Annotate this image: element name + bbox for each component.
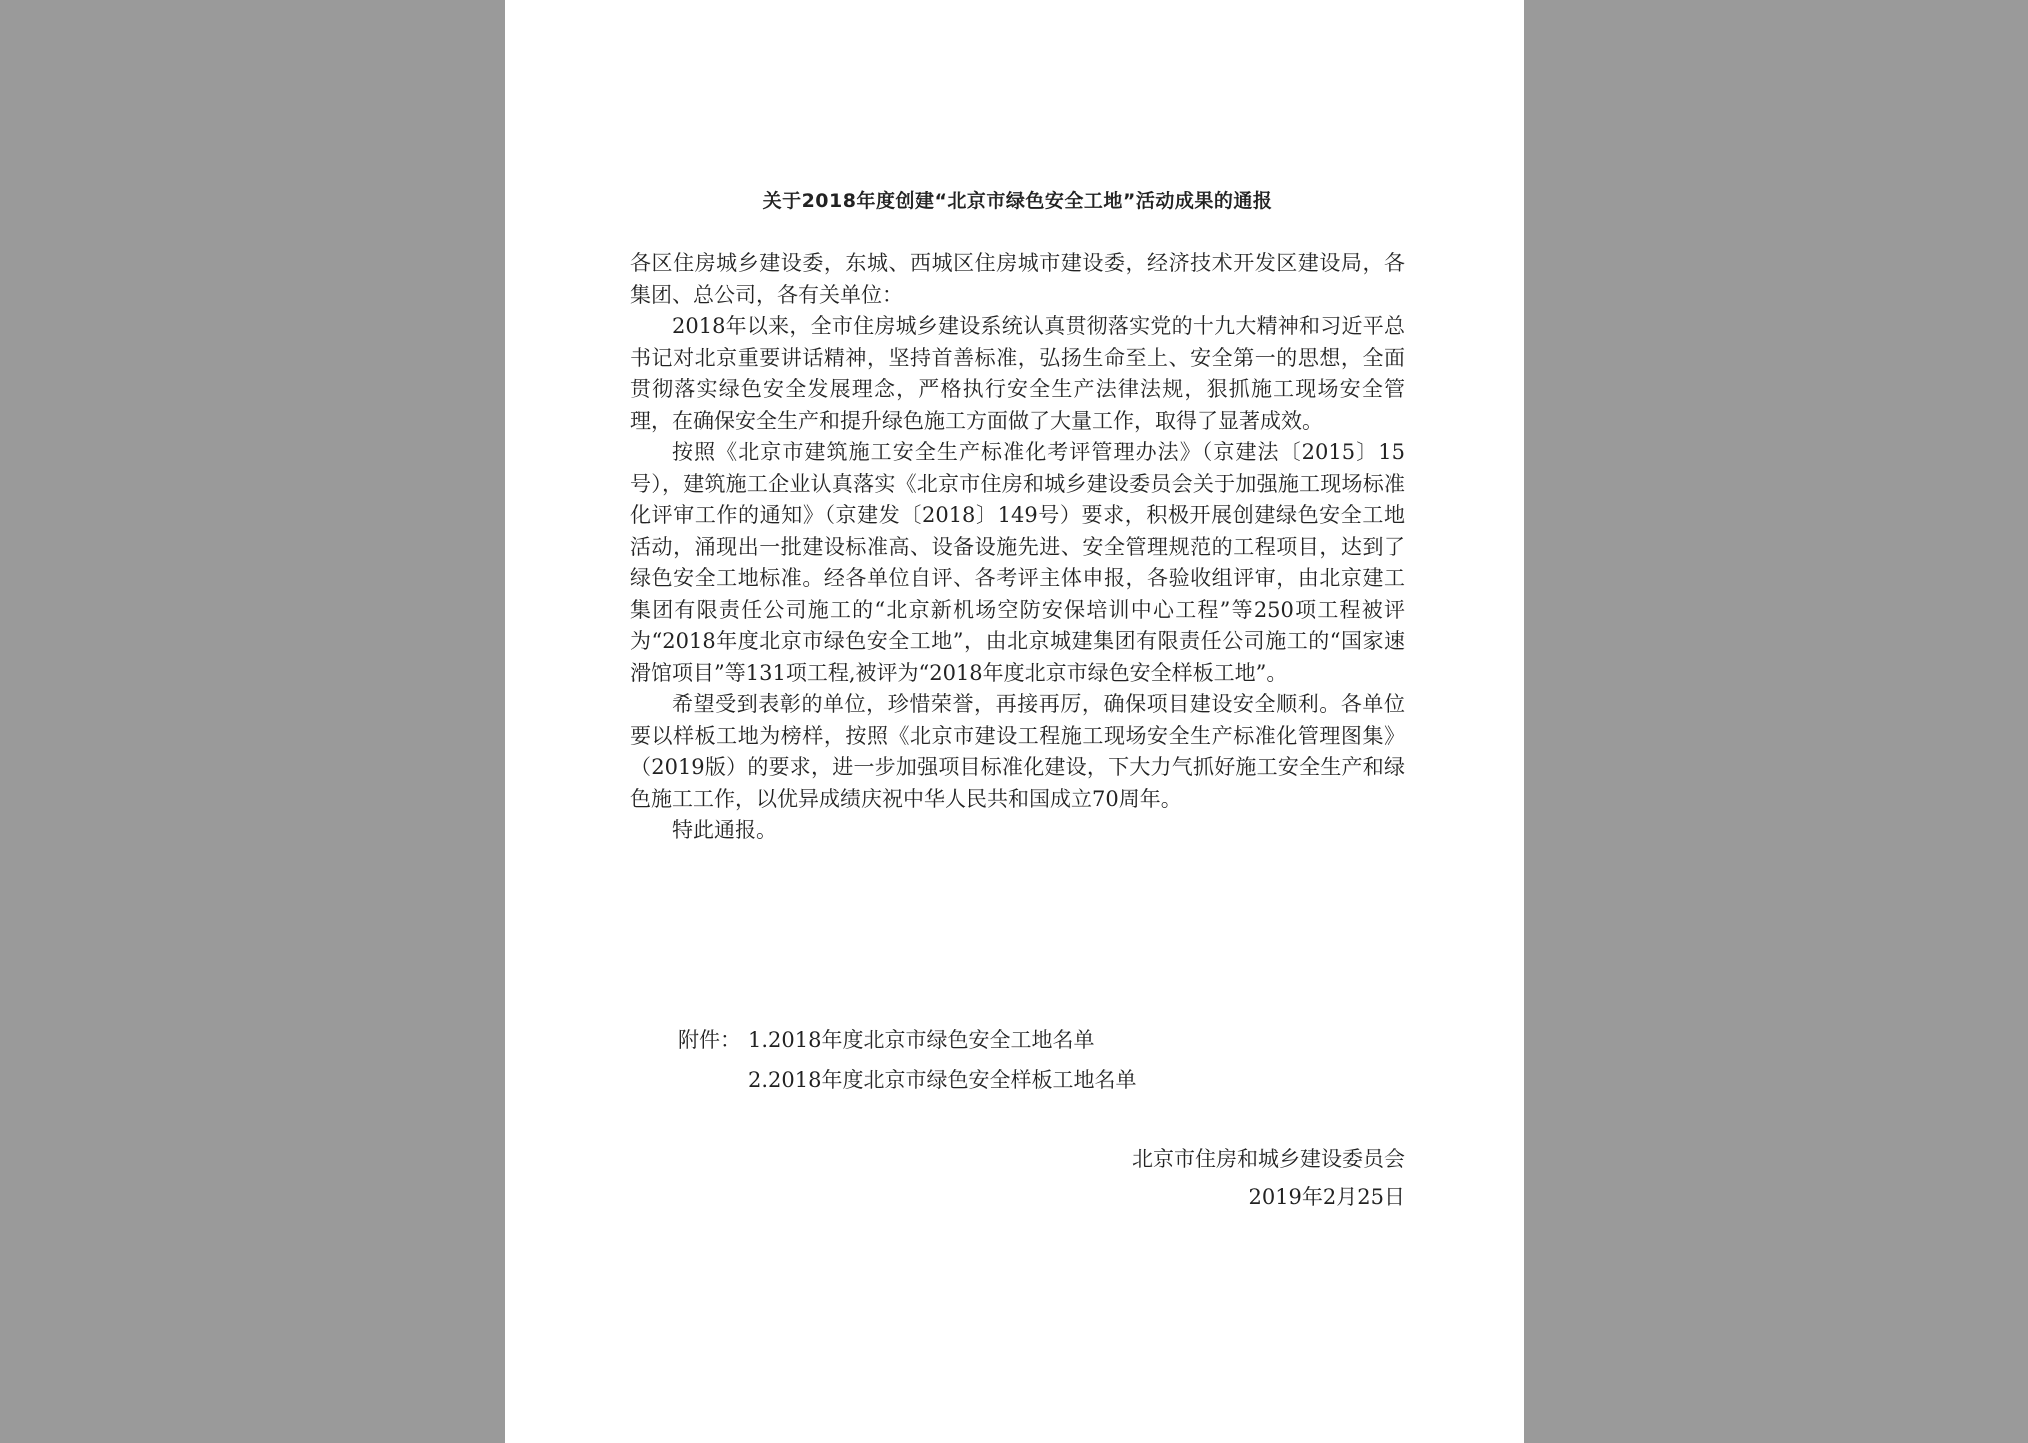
attachment-item-2: 2.2018年度北京市绿色安全样板工地名单 [748,1068,1137,1092]
paragraph-1: 2018年以来，全市住房城乡建设系统认真贯彻落实党的十九大精神和习近平总书记对北京重要讲话精神，坚持首善标准，弘扬生命至上、安全第一的思想，全面贯彻落实绿色安全发展理念，严格执行安全生产法律法规，狠抓施工现场安全管理，在确保安全生产和提升绿色施工方面做了大量工作，取得了显著成效。 [630,314,1405,433]
paragraph-3: 希望受到表彰的单位，珍惜荣誉，再接再厉，确保项目建设安全顺利。各单位要以样板工地为榜样，按照《北京市建设工程施工现场安全生产标准化管理图集》（2019版）的要求，进一步加强项目标准化建设，下大力气抓好施工安全生产和绿色施工工作，以优异成绩庆祝中华人民共和国成立70周年。 [630,692,1405,811]
attachment-row [678,1020,1136,1060]
paragraph-2: 按照《北京市建筑施工安全生产标准化考评管理办法》（京建法〔2015〕15号），建筑施工企业认真落实《北京市住房和城乡建设委员会关于加强施工现场标准化评审工作的通知》（京建发〔2018〕149号）要求，积极开展创建绿色安全工地活动，涌现出一批建设标准高、设备设施先进、安全管理规范的工程项目，达到了绿色安全工地标准。经各单位自评、各考评主体申报，各验收组评审，由北京建工集团有限责任公司施工的“北京新机场空防安保培训中心工程”等250项工程被评为“2018年度北京市绿色安全工地”，由北京城建集团有限责任公司施工的“国家速滑馆项目”等131项工程,被评为“2018年度北京市绿色安全样板工地”。 [630,440,1405,685]
addressee: 各区住房城乡建设委，东城、西城区住房城市建设委，经济技术开发区建设局，各集团、总公司，各有关单位： [630,251,1405,307]
issuer-name: 北京市住房和城乡建设委员会 [1132,1147,1405,1171]
attachment-indent [678,1060,748,1100]
attachment-row [678,1060,1136,1100]
attachments-label: 附件： [678,1028,741,1052]
attachments-block [678,1020,1136,1100]
issue-date: 2019年2月25日 [1248,1185,1405,1209]
document-title: 关于2018年度创建“北京市绿色安全工地”活动成果的通报 [762,190,1273,212]
document-page [505,0,1524,1443]
signature-block [1132,1140,1405,1216]
attachment-item-1: 1.2018年度北京市绿色安全工地名单 [748,1028,1095,1052]
document-body [630,248,1405,847]
paragraph-4: 特此通报。 [672,818,777,842]
